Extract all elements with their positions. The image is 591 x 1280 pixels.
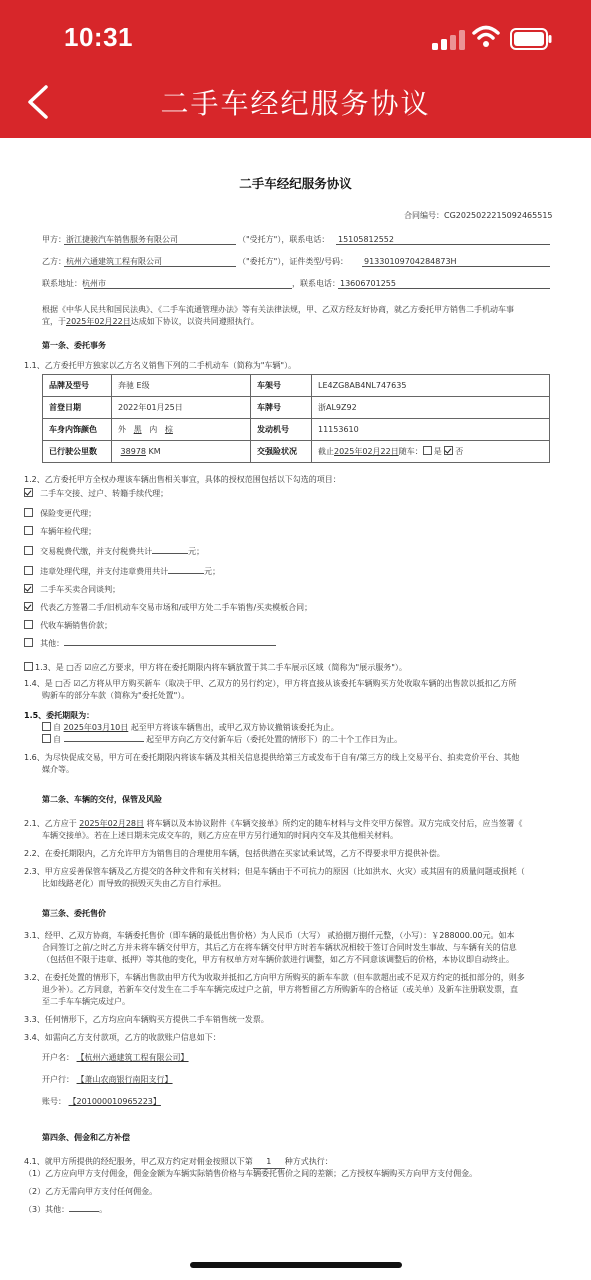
option-row: 代收车辆销售价款； bbox=[24, 620, 112, 632]
party-b-name: 杭州六通建筑工程有限公司 bbox=[66, 257, 162, 266]
party-b-id: 91330109704284873H bbox=[364, 257, 457, 266]
bank-row: 开户行： 【萧山农商银行南阳支行】 bbox=[42, 1075, 173, 1084]
battery-icon bbox=[510, 28, 552, 50]
address-row: 联系地址：杭州市 bbox=[42, 279, 106, 288]
page-title: 二手车经纪服务协议 bbox=[160, 87, 431, 120]
contract-number: 合同编号：CG2025022215092465515 bbox=[404, 211, 553, 220]
address-phone: 13606701255 bbox=[340, 279, 396, 288]
option-row: 保险变更代理； bbox=[24, 508, 96, 520]
signal-icon bbox=[432, 30, 466, 50]
option-row: 交易税费代缴，并支付税费共计 元； bbox=[24, 546, 204, 558]
party-a-phone: 15105812552 bbox=[338, 235, 394, 244]
home-indicator[interactable] bbox=[190, 1262, 402, 1268]
insurance-yes-checkbox bbox=[423, 446, 432, 455]
nav-bar bbox=[0, 62, 591, 138]
party-a-row: 甲方：浙江捷骏汽车销售服务有限公司 bbox=[42, 235, 178, 244]
section-2-heading: 第二条、车辆的交付，保管及风险 bbox=[42, 795, 162, 804]
section-3-heading: 第三条、委托售价 bbox=[42, 909, 106, 918]
party-b-row: 乙方：杭州六通建筑工程有限公司 bbox=[42, 257, 162, 266]
option-row: 二手车买卖合同谈判； bbox=[24, 584, 120, 596]
option-row: 车辆年检代理； bbox=[24, 526, 96, 538]
wifi-icon bbox=[472, 24, 500, 50]
option-row: 代表乙方签署二手/旧机动车交易市场和/或甲方处二手车销售/买卖模板合同； bbox=[24, 602, 312, 614]
party-a-name: 浙江捷骏汽车销售服务有限公司 bbox=[66, 235, 178, 244]
agreement-document: 二手车经纪服务协议 合同编号：CG2025022215092465515 甲方：浙江捷骏汽车销售服务有限公司 （"受托方"），联系电话： 15105812552 乙方：杭州六通建筑工程有限公司 （"委托方"），证件类型/号码： 91330109704284873H 联系地址：杭州市 ，联系电话： 13606701255 根据《中华人民共和国民法典》、《二手车流通管理办法》等有关法律法规，甲、乙双方经友好协商，就乙方委托甲方销售二手机动车事 宜，于2025年02月22日达成如下协议，以资共同遵照执行。 第一条、委托事务 1.1、乙方委托甲方独家以乙方名义销售下列的二手机动车（简称为"车辆"）。 品牌及型号 奔驰 E级 车架号 LE4ZG8AB4NL747635 首登日期 2022年01月25日 车牌号 浙AL9Z92 车身内饰颜色 外 黑 内 棕 发动机号 11153610 已行驶公里数 38978 KM 交强险状况 截止2025年02月22日随车： 是 否 1.2、乙方委托甲方全权办理该车辆出售相关事宜，具体的授权范围包括以下勾选的项目： 二手车交接、过户、转籍手续代理； 保险变更代理； 车辆年检代理； 交易税费代缴，并支付税费共计 元； 违章处理代理，并支付违章费用共计 元； 二手车买卖合同谈判； 代表乙方签署二手/旧机动车交易市场和/或甲方处二手车销售/买卖模板合同； 代收车辆销售价款； 其他： 1.3、是 □否 ☑应乙方要求，甲方将在委托期限内将车辆放置于其二手车展示区域（简称为"展示服务"）。 1.4、是 □否 ☑乙方将从甲方购买新车（取决于甲、乙双方的另行约定），甲方将直接从该委托车辆购买方处收取车辆的出售款以抵扣乙方所 购新车的部分车款（简称为"委托处置"）。 1.5、委托期限为： 自 2025年03月10日 起至甲方将该车辆售出，或甲乙双方协议撤销该委托为止。 自 起至甲方向乙方交付新车后（委托处置的情形下）的二十个工作日为止。 1.6、为尽快促成交易，甲方可在委托期限内将该车辆及其相关信息提供给第三方或发布于自有/第三方的线上交易平台、拍卖竞价平台、其他 媒介等。 第二条、车辆的交付，保管及风险 2.1、乙方应于 2025年02月28日 将车辆以及本协议附件《车辆交接单》所约定的随车材料与文件交甲方保管。双方完成交付后，应当签署《 车辆交接单》。若在上述日期未完成交车的，则乙方应在甲方另行通知的时间内交车及其他相关材料。 2.2、在委托期限内，乙方允许甲方为销售目的合理使用车辆，包括供潜在买家试乘试驾，乙方不得要求甲方提供补偿。 2.3、甲方应妥善保管车辆及乙方提交的各种文件和有关材料；但是车辆由于不可抗力的原因（比如洪水、火灾）或其固有的质量问题或损耗（ 比如线路老化）而导致的损毁灭失由乙方自行承担。 第三条、委托售价 3.1、经甲、乙双方协商，车辆委托售价（即车辆的最低出售价格）为人民币（大写） 贰拾捌万捌仟元整，（小写）：￥288000.00元。如本 合同签订之前/之时乙方并未将车辆交付甲方，其后乙方在将车辆交付甲方时若车辆状况相较于签订合同时发生事故、与车辆有关的信息 （包括但不限于违章、抵押）等其他的变化，甲方有权单方对车辆价款进行调整，如乙方不同意该调整后的价格，本协议即自动终止。 3.2、在委托处置的情形下，车辆出售款由甲方代为收取并抵扣乙方向甲方所购买的新车车款（但车款超出或不足双方约定的抵扣部分的，则多 退少补）。乙方同意，若新车交付发生在二手车车辆完成过户之前，甲方将暂留乙方所购新车的合格证（或关单）及新车注册联发票，直 至二手车车辆完成过户。 3.3、任何情形下，乙方均应向车辆购买方提供二手车销售统一发票。 3.4、如需向乙方支付款项，乙方的收款账户信息如下： 开户名： 【杭州六通建筑工程有限公司】 开户行： 【萧山农商银行南阳支行】 账号： 【201000010965223】 第四条、佣金和乙方补偿 4.1、就甲方所提供的经纪服务，甲乙双方约定对佣金按照以下第 1 种方式执行： （1）乙方应向甲方支付佣金，佣金金额为车辆实际销售价格与车辆委托售价之间的差额；乙方授权车辆购买方向甲方支付佣金。 （2）乙方无需向甲方支付任何佣金。 （3）其他： 。 bbox=[0, 138, 591, 1280]
option-row: 其他： bbox=[24, 638, 276, 650]
account-number-row: 账号： 【201000010965223】 bbox=[42, 1097, 161, 1106]
account-name-row: 开户名： 【杭州六通建筑工程有限公司】 bbox=[42, 1053, 189, 1062]
insurance-no-checkbox bbox=[444, 446, 453, 455]
section-1-heading: 第一条、委托事务 bbox=[42, 341, 106, 350]
document-title: 二手车经纪服务协议 bbox=[239, 176, 352, 191]
status-time: 10:31 bbox=[64, 22, 133, 52]
section-4-heading: 第四条、佣金和乙方补偿 bbox=[42, 1133, 130, 1142]
status-bar bbox=[0, 0, 591, 62]
address: 杭州市 bbox=[82, 279, 106, 288]
option-row: 违章处理代理，并支付违章费用共计 元； bbox=[24, 566, 220, 578]
option-row: 二手车交接、过户、转籍手续代理； bbox=[24, 488, 168, 500]
vehicle-info-table: 品牌及型号 奔驰 E级 车架号 LE4ZG8AB4NL747635 首登日期 2022年01月25日 车牌号 浙AL9Z92 车身内饰颜色 外 黑 内 棕 发动机号 11153610 已行驶公里数 38978 KM 交强险状况 截止2025年02月22日随车： 是 否 bbox=[42, 374, 550, 463]
